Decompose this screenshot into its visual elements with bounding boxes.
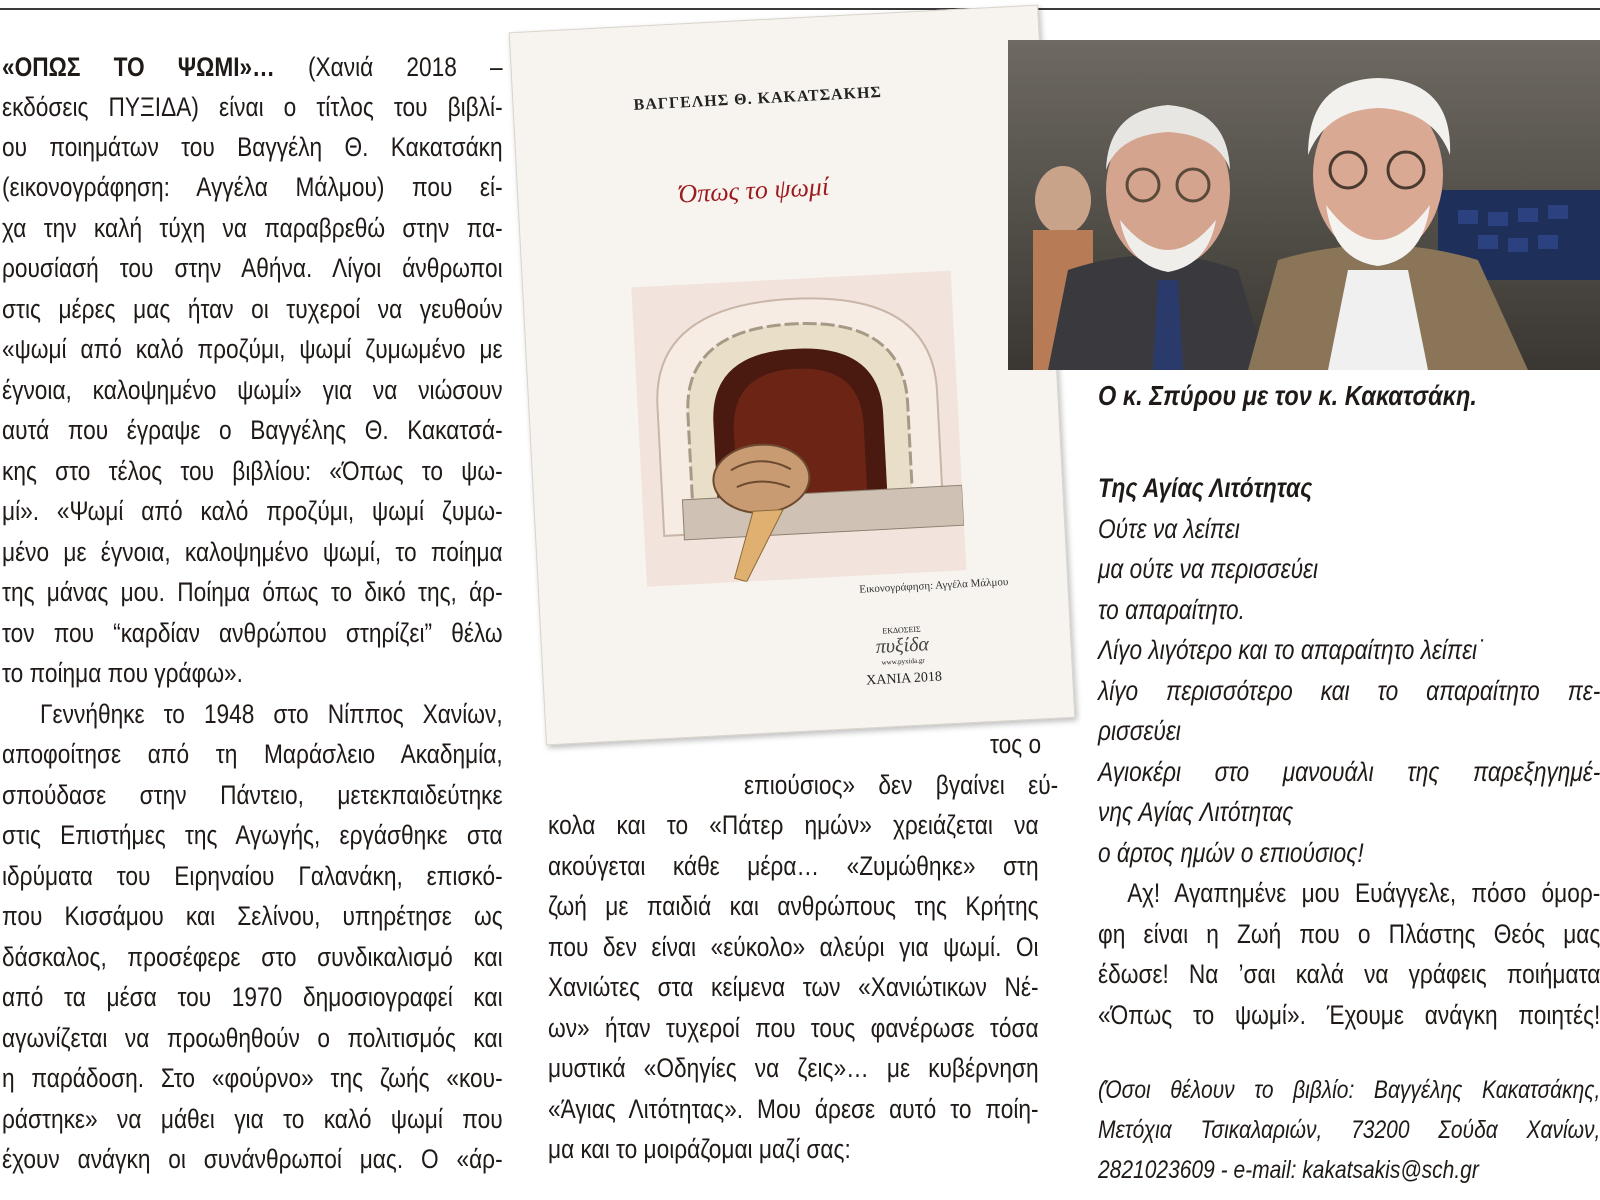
text-line: «Όπως το ψωμί». Έχουμε ανάγκη ποιητές! — [1098, 1000, 1600, 1030]
text-line: Αχ! Αγαπημένε μου Ευάγγελε, πόσο όμορ- — [1098, 878, 1600, 908]
text-line: ράστηκε» να μάθει για το καλό ψωμί που — [2, 1104, 503, 1134]
text-line: (εικονογράφηση: Αγγέλα Μάλμου) που εί- — [2, 172, 503, 202]
top-rule — [0, 8, 1600, 10]
text-line: αγωνίζεται να προωθηθούν ο πολιτισμός και — [2, 1023, 503, 1053]
poem-line: νης Αγίας Λιτότητας — [1098, 797, 1294, 827]
text-line: ακούγεται κάθε μέρα… «Ζυμώθηκε» στη — [548, 851, 1039, 881]
poem-line: ρισσεύει — [1098, 716, 1181, 746]
text-line: Γεννήθηκε το 1948 στο Νίππος Χανίων, — [2, 699, 503, 729]
text-line: μυστικά «Οδηγίες να ζεις»… με κυβέρνηση — [548, 1053, 1039, 1083]
text-line: «Άγιας Λιτότητας». Μου άρεσε αυτό το ποίη- — [548, 1094, 1039, 1124]
text-line: ρουσίασή του στην Αθήνα. Λίγοι άνθρωποι — [2, 253, 503, 283]
poem-line: λίγο περισσότερο και το απαραίτητο πε- — [1098, 676, 1600, 706]
text-line: χα την καλή τύχη να παραβρεθώ στην πα- — [2, 213, 503, 243]
poem-line: ο άρτος ημών ο επιούσιος! — [1098, 838, 1364, 868]
contact-email-line: 2821023609 - e-mail: kakatsakis@sch.gr — [1098, 1156, 1479, 1184]
photo-two-men — [1008, 40, 1600, 370]
contact-line: Μετόχια Τσικαλαριών, 73200 Σούδα Χανίων, — [1098, 1116, 1600, 1144]
text-line: έγνοια, καλοψημένο ψωμί» για να νιώσουν — [2, 375, 503, 405]
text-line: επιούσιος» δεν βγαίνει εύ- — [744, 770, 1059, 800]
text-line: μα και το μοιράζομαι μαζί σας: — [548, 1134, 851, 1164]
text-line: αυτά που έγραψε ο Βαγγέλης Θ. Κακατσά- — [2, 415, 503, 445]
publication-place-year: ΧΑΝΙΑ 2018 — [865, 669, 943, 689]
poem-line: Αγιοκέρι στο μανουάλι της παρεξηγημέ- — [1098, 757, 1600, 787]
text-line: «ψωμί από καλό προζύμι, ψωμί ζυμωμένο με — [2, 334, 503, 364]
text-line: ων» ήταν τυχεροί που τους φανέρωσε τόσα — [548, 1013, 1039, 1043]
text-line: ου ποιημάτων του Βαγγέλη Θ. Κακατσάκη — [2, 132, 503, 162]
text-line: κης στο τέλος του βιβλίου: «Όπως το ψω- — [2, 456, 503, 486]
oven-illustration — [631, 271, 966, 587]
text-line: μένο με έγνοια, καλοψημένο ψωμί, το ποίημα — [2, 537, 503, 567]
text-line: αποφοίτησε από τη Μαράσλειο Ακαδημία, — [2, 739, 503, 769]
text-line: το ποίημα που γράφω». — [2, 658, 243, 688]
text-line: τος ο — [990, 729, 1042, 759]
book-title: Όπως το ψωμί — [677, 171, 830, 209]
text-line: σπούδασε στην Πάντειο, μετεκπαιδεύτηκε — [2, 780, 503, 810]
text-line: δάσκαλος, προσέφερε στο συνδικαλισμό και — [2, 942, 503, 972]
photo-caption: Ο κ. Σπύρου με τον κ. Κακατσάκη. — [1098, 380, 1477, 411]
text-line: μί». «Ψωμί από καλό προζύμι, ψωμί ζυμω- — [2, 496, 503, 526]
text-line: ιδρύματα του Ειρηναίου Γαλανάκη, επισκό- — [2, 861, 503, 891]
illustration-credit: Εικονογράφηση: Αγγέλα Μάλμου — [859, 575, 1009, 596]
text-line: στις μέρες μας ήταν οι τυχεροί να γευθούν — [2, 294, 503, 324]
poem-title: Της Αγίας Λιτότητας — [1098, 473, 1313, 503]
poem-line: Λίγο λιγότερο και το απαραίτητο λείπει˙ — [1098, 635, 1485, 665]
text-line: τον που “καρδίαν ανθρώπου στηρίζει” θέλω — [2, 618, 503, 648]
text-line: εκδόσεις ΠΥΞΙΔΑ) είναι ο τίτλος του βιβλί- — [2, 92, 503, 122]
contact-line: (Όσοι θέλουν το βιβλίο: Βαγγέλης Κακατσάκης, — [1098, 1076, 1600, 1104]
text-line: που Κισσάμου και Σελίνου, υπηρέτησε ως — [2, 901, 503, 931]
text-line: Χανιώτες στα κείμενα των «Χανιώτικων Νέ- — [548, 972, 1039, 1002]
text-line: έχουν ανάγκη οι συνάνθρωποί μας. Ο «άρ- — [2, 1144, 503, 1174]
text-line: από τα μέσα του 1970 δημοσιογραφεί και — [2, 982, 503, 1012]
book-cover — [509, 5, 1076, 746]
text-line: της μάνας μου. Ποίημα όπως το δικό της, άρ- — [2, 577, 503, 607]
publisher-logo: ΕΚΔΟΣΕΙΣ πυξίδα www.pyxida.gr — [875, 624, 930, 667]
lead-title: «ΟΠΩΣ ΤΟ ΨΩΜΙ»… — [2, 52, 275, 82]
text-line: «ΟΠΩΣ ΤΟ ΨΩΜΙ»… (Χανιά 2018 – — [2, 52, 503, 82]
text-line: ζωή με παιδιά και ανθρώπους της Κρήτης — [548, 891, 1039, 921]
poem-line: το απαραίτητο. — [1098, 595, 1245, 625]
poem-line: μα ούτε να περισσεύει — [1098, 554, 1319, 584]
text-line: φη είναι η Ζωή που ο Πλάστης Θεός μας — [1098, 919, 1600, 949]
text-line: στις Επιστήμες της Αγωγής, εργάσθηκε στα — [2, 820, 503, 850]
text-line: έδωσε! Να ’σαι καλά να γράφεις ποιήματα — [1098, 959, 1600, 989]
book-author: ΒΑΓΓΕΛΗΣ Θ. ΚΑΚΑΤΣΑΚΗΣ — [633, 83, 883, 114]
text-line: η παράδοση. Στο «φούρνο» της ζωής «κου- — [2, 1063, 503, 1093]
text-line: που δεν είναι «εύκολο» αλεύρι για ψωμί. Οι — [548, 932, 1039, 962]
text-line: κολα και το «Πάτερ ημών» χρειάζεται να — [548, 810, 1039, 840]
poem-line: Ούτε να λείπει — [1098, 514, 1240, 544]
